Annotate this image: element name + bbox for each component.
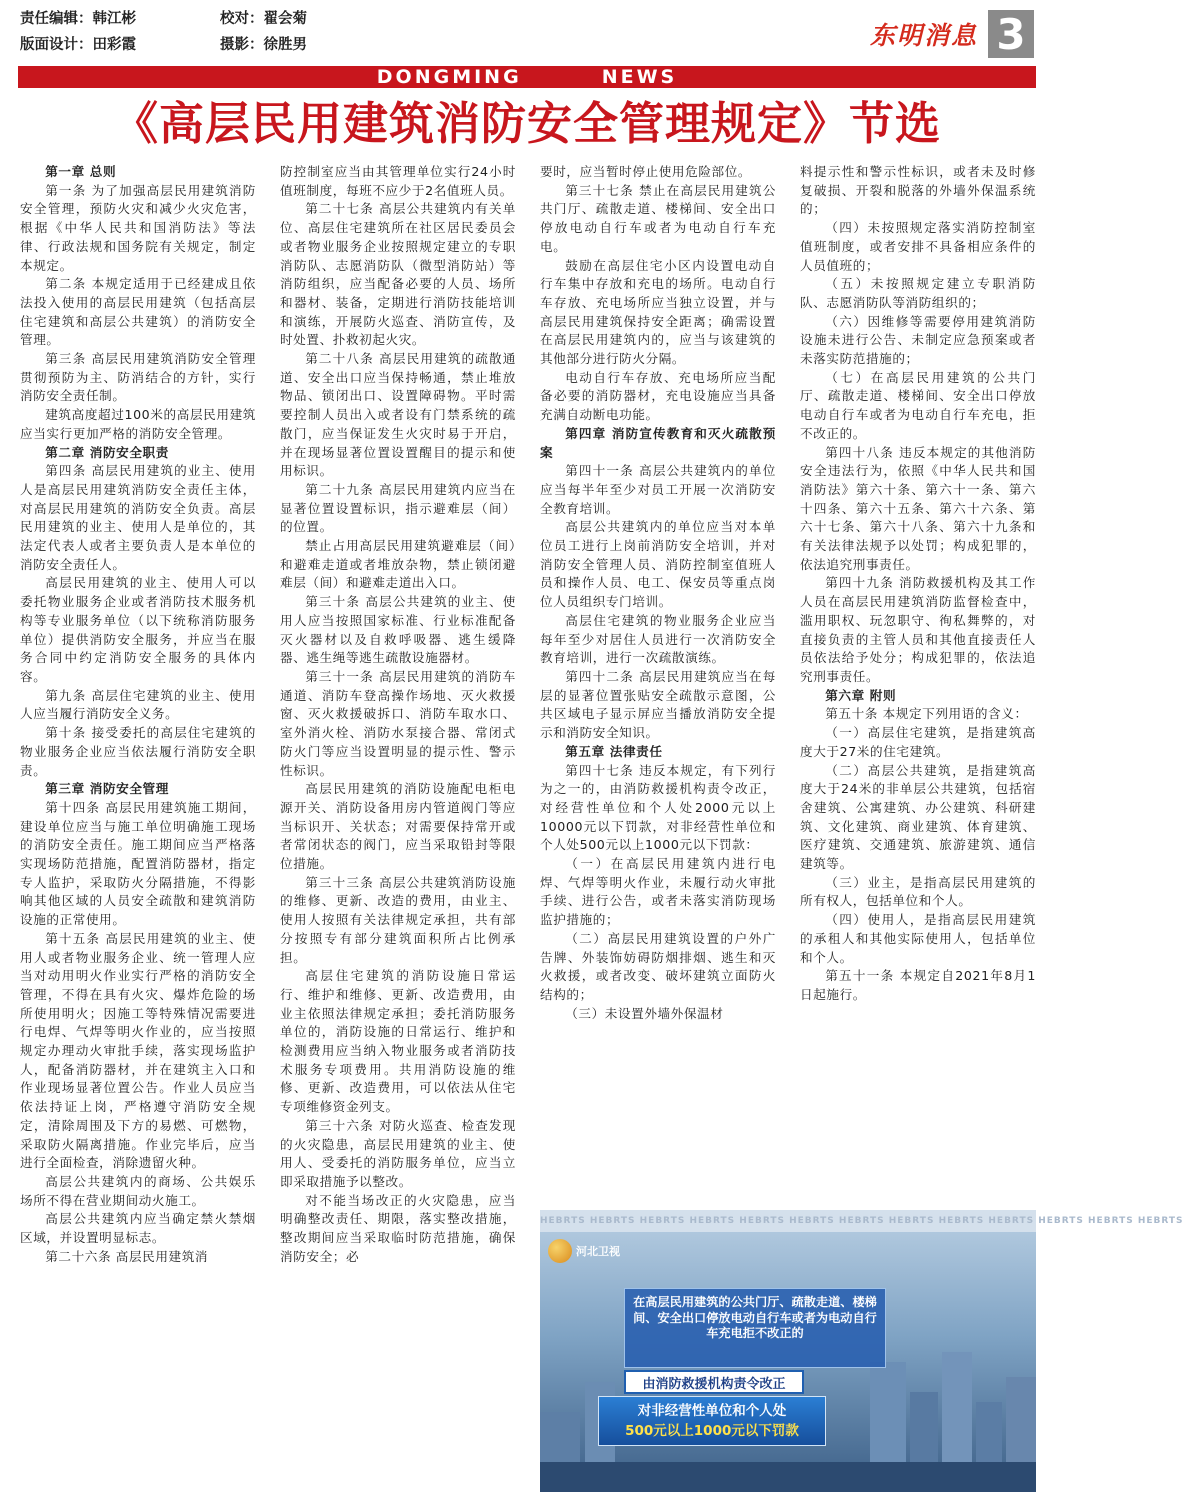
article-paragraph: 料提示性和警示性标识，或者未及时修复破损、开裂和脱落的外墙外保温系统的；: [800, 164, 1036, 217]
article-paragraph: 第十条 接受委托的高层住宅建筑的物业服务企业应当依法履行消防安全职责。: [20, 725, 256, 778]
article-paragraph: 第二十六条 高层民用建筑消: [45, 1248, 209, 1264]
article-paragraph: 对不能当场改正的火灾隐患，应当明确整改责任、期限，落实整改措施，整改期间应当采取临时防范措施，确保消防安全；必: [280, 1192, 516, 1264]
article-paragraph: 第二条 本规定适用于已经建成且依法投入使用的高层民用建筑（包括高层住宅建筑和高层公共建筑）的消防安全管理。: [20, 276, 256, 348]
article-paragraph: 防控制室应当由其管理单位实行24小时值班制度，每班不应少于2名值班人员。: [280, 164, 516, 198]
article-paragraph: 第三十六条 对防火巡查、检查发现的火灾隐患，高层民用建筑的业主、使用人、受委托的消防服务单位，应当立即采取措施予以整改。: [280, 1117, 516, 1189]
article-paragraph: （六）因维修等需要停用建筑消防设施未进行公告、未制定应急预案或者未落实防范措施的；: [800, 313, 1036, 367]
tv-caption-fine-line1: 对非经营性单位和个人处: [637, 1403, 787, 1419]
article-paragraph: 第十四条 高层民用建筑施工期间，建设单位应当与施工单位明确施工现场的消防安全责任。施工期间应当严格落实现场防范措施，配置消防器材，指定专人监护，采取防火分隔措施，不得影响其他区域的人员安全疏散和建筑消防设施的正常使用。: [20, 799, 256, 928]
credits-row-1: [20, 6, 420, 32]
article-paragraph: 第四十二条 高层民用建筑应当在每层的显著位置张贴安全疏散示意图，公共区域电子显示屏应当播放消防安全提示和消防安全知识。: [540, 668, 776, 741]
article-paragraph: （三）未设置外墙外保温材: [565, 1005, 724, 1021]
article-paragraph: 高层公共建筑内的商场、公共娱乐场所不得在营业期间动火施工。: [20, 1173, 256, 1208]
article-paragraph: 第五十条 本规定下列用语的含义：: [825, 706, 1028, 722]
article-paragraph: 第三十一条 高层民用建筑的消防车通道、消防车登高操作场地、灭火救援窗、灭火救援破拆口、消防车取水口、室外消火栓、消防水泵接合器、常闭式防火门等应当设置明显的提示性、警示性标识。: [280, 668, 516, 778]
channel-name: 河北卫视: [576, 1245, 620, 1258]
photographer-credit: 摄影：徐胜男: [220, 37, 307, 53]
article-paragraph: 高层民用建筑的消防设施配电柜电源开关、消防设备用房内管道阀门等应当标识开、关状态；对需要保持常开或者常闭状态的阀门，应当采取铅封等限位措施。: [280, 781, 516, 872]
article-column-1: [20, 163, 256, 1493]
chapter-heading: 第四章 消防宣传教育和灭火疏散预案: [540, 425, 776, 460]
article-paragraph: 第三十条 高层公共建筑的业主、使用人应当按照国家标准、行业标准配备灭火器材以及自救呼吸器、逃生缓降器、逃生绳等逃生疏散设施器材。: [280, 594, 516, 666]
article-paragraph: （三）业主，是指高层民用建筑的所有权人，包括单位和个人。: [800, 874, 1036, 909]
banner-right: NEWS: [601, 66, 678, 88]
credits-block: [20, 6, 420, 58]
tv-caption-fine-line2: 500元以上1000元以下罚款: [625, 1423, 799, 1439]
credits-row-2: [20, 32, 420, 58]
article-paragraph: 第二十九条 高层民用建筑内应当在显著位置设置标识，指示避难层（间）的位置。: [280, 481, 516, 535]
article-paragraph: 电动自行车存放、充电场所应当配备必要的消防器材，充电设施应当具备充满自动断电功能。: [540, 369, 776, 423]
article-paragraph: （四）使用人，是指高层民用建筑的承租人和其他实际使用人，包括单位和个人。: [800, 912, 1036, 965]
article-paragraph: （五）未按照规定建立专职消防队、志愿消防队等消防组织的；: [800, 276, 1036, 310]
article-paragraph: （七）在高层民用建筑的公共门厅、疏散走道、楼梯间、安全出口停放电动自行车或者为电动自行车充电，拒不改正的。: [800, 369, 1036, 441]
article-paragraph: 第四十七条 违反本规定，有下列行为之一的，由消防救援机构责令改正，对经营性单位和个人处2000元以上10000元以下罚款，对非经营性单位和个人处500元以上1000元以下罚款：: [540, 762, 776, 853]
tv-caption-order: 由消防救援机构责令改正: [624, 1370, 804, 1394]
page-title: 《高层民用建筑消防安全管理规定》节选: [112, 97, 941, 150]
article-column-4: [800, 163, 1036, 1203]
article-paragraph: 第三条 高层民用建筑消防安全管理贯彻预防为主、防消结合的方针，实行消防安全责任制。: [20, 351, 256, 404]
article-paragraph: 第五十一条 本规定自2021年8月1日起施行。: [800, 968, 1036, 1002]
article-paragraph: 第三十七条 禁止在高层民用建筑公共门厅、疏散走道、楼梯间、安全出口停放电动自行车或者为电动自行车充电。: [540, 182, 776, 254]
article-paragraph: 禁止占用高层民用建筑避难层（间）和避难走道或者堆放杂物，禁止锁闭避难层（间）和避难走道出入口。: [280, 538, 516, 591]
article-paragraph: 第十五条 高层民用建筑的业主、使用人或者物业服务企业、统一管理人应当对动用明火作业实行严格的消防安全管理，不得在具有火灾、爆炸危险的场所使用明火；因施工等特殊情况需要进行电焊、气焊等明火作业的，应当按照规定办理动火审批手续，落实现场监护人，配备消防器材，并在建筑主入口和作业现场显著位置公告。作业人员应当依法持证上岗，严格遵守消防安全规定，清除周围及下方的易燃、可燃物，采取防火隔离措施。作业完毕后，应当进行全面检查，消除遗留火种。: [20, 930, 256, 1171]
proofreader-credit: 校对：翟会菊: [220, 11, 307, 27]
article-paragraph: （一）高层住宅建筑，是指建筑高度大于27米的住宅建筑。: [800, 725, 1036, 759]
masthead-brand: [870, 10, 1034, 58]
tv-caption-main: 在高层民用建筑的公共门厅、疏散走道、楼梯间、安全出口停放电动自行车或者为电动自行车充电拒不改正的: [624, 1288, 886, 1368]
article-paragraph: 高层住宅建筑的物业服务企业应当每年至少对居住人员进行一次消防安全教育培训，进行一次疏散演练。: [540, 612, 776, 666]
chapter-heading: 第一章 总则: [45, 164, 117, 179]
article-paragraph: 高层民用建筑的业主、使用人可以委托物业服务企业或者消防技术服务机构等专业服务单位（以下统称消防服务单位）提供消防安全服务，并应当在服务合同中约定消防安全服务的具体内容。: [20, 575, 256, 684]
chapter-heading: 第五章 法律责任: [565, 743, 663, 759]
article-paragraph: 第三十三条 高层公共建筑消防设施的维修、更新、改造的费用，由业主、使用人按照有关法律规定承担，共有部分按照专有部分建筑面积所占比例承担。: [280, 874, 516, 965]
article-paragraph: 第九条 高层住宅建筑的业主、使用人应当履行消防安全义务。: [20, 687, 256, 722]
article-paragraph: 第一条 为了加强高层民用建筑消防安全管理，预防火灾和减少火灾危害，根据《中华人民共和国消防法》等法律、行政法规和国务院有关规定，制定本规定。: [20, 182, 256, 273]
banner-left: DONGMING: [376, 66, 522, 88]
article-paragraph: 第四十八条 违反本规定的其他消防安全违法行为，依照《中华人民共和国消防法》第六十条、第六十一条、第六十四条、第六十五条、第六十六条、第六十七条、第六十八条、第六十九条和有关法律法规予以处罚；构成犯罪的，依法追究刑事责任。: [800, 444, 1036, 572]
article-paragraph: 建筑高度超过100米的高层民用建筑应当实行更加严格的消防安全管理。: [20, 407, 256, 441]
channel-logo: [548, 1236, 668, 1266]
brand-name: 东明消息: [869, 21, 978, 50]
article-paragraph: 高层住宅建筑的消防设施日常运行、维护和维修、更新、改造费用，由业主依照法律规定承担；委托消防服务单位的，消防设施的日常运行、维护和检测费用应当纳入物业服务或者消防技术服务专项费用。共用消防设施的维修、更新、改造费用，可以依法从住宅专项维修资金列支。: [280, 968, 516, 1115]
article-paragraph: 第四十一条 高层公共建筑内的单位应当每半年至少对员工开展一次消防安全教育培训。: [540, 463, 776, 516]
article-paragraph: 第四条 高层民用建筑的业主、使用人是高层民用建筑消防安全责任主体，对高层民用建筑的消防安全负责。高层民用建筑的业主、使用人是单位的，其法定代表人或者主要负责人是本单位的消防安全责任人。: [20, 463, 256, 572]
article-paragraph: 鼓励在高层住宅小区内设置电动自行车集中存放和充电的场所。电动自行车存放、充电场所应当独立设置，并与高层民用建筑保持安全距离；确需设置在高层民用建筑内的，应当与该建筑的其他部分进行防火分隔。: [540, 257, 776, 367]
article-paragraph: （一）在高层民用建筑内进行电焊、气焊等明火作业，未履行动火审批手续、进行公告，或者未落实消防现场监护措施的；: [540, 856, 776, 928]
news-photo: [540, 1210, 1184, 1492]
article-paragraph: 要时，应当暂时停止使用危险部位。: [540, 164, 752, 179]
designer-credit: 版面设计：田彩霞: [20, 37, 136, 53]
article-paragraph: （二）高层民用建筑设置的户外广告牌、外装饰妨碍防烟排烟、逃生和灭火救援，或者改变、破坏建筑立面防火结构的；: [540, 930, 776, 1002]
article-column-2: [280, 163, 516, 1493]
editor-credit: 责任编辑：韩江彬: [20, 11, 136, 27]
article-paragraph: （二）高层公共建筑，是指建筑高度大于24米的非单层公共建筑，包括宿舍建筑、公寓建筑、办公建筑、科研建筑、文化建筑、商业建筑、体育建筑、医疗建筑、交通建筑、旅游建筑、通信建筑等。: [800, 762, 1036, 872]
article-paragraph: 第二十七条 高层公共建筑内有关单位、高层住宅建筑所在社区居民委员会或者物业服务企业按照规定建立的专职消防队、志愿消防队（微型消防站）等消防组织，应当配备必要的人员、场所和器材、装备，定期进行消防技能培训和演练，开展防火巡查、消防宣传，及时处置、扑救初起火灾。: [280, 201, 516, 348]
chapter-heading: 第六章 附则: [825, 687, 897, 703]
article-paragraph: 高层公共建筑内的单位应当对本单位员工进行上岗前消防安全培训，并对消防安全管理人员、消防控制室值班人员和操作人员、电工、保安员等重点岗位人员组织专门培训。: [540, 519, 776, 610]
banner-bar: [18, 66, 1036, 88]
channel-logo-icon: [548, 1239, 572, 1263]
article-paragraph: （四）未按照规定落实消防控制室值班制度，或者安排不具备相应条件的人员值班的；: [800, 220, 1036, 273]
chapter-heading: 第二章 消防安全职责: [45, 444, 169, 460]
article-paragraph: 高层公共建筑内应当确定禁火禁烟区域，并设置明显标志。: [20, 1211, 256, 1246]
article-paragraph: 第四十九条 消防救援机构及其工作人员在高层民用建筑消防监督检查中，滥用职权、玩忽职守、徇私舞弊的，对直接负责的主管人员和其他直接责任人员依法给予处分；构成犯罪的，依法追究刑事责任。: [800, 575, 1036, 684]
tv-ticker: HEBRTS HEBRTS HEBRTS HEBRTS HEBRTS HEBRTS HEBRTS HEBRTS HEBRTS HEBRTS HEBRTS HEBRTS HEBRTS: [540, 1210, 1036, 1232]
page-number: 3: [988, 10, 1034, 58]
chapter-heading: 第三章 消防安全管理: [45, 781, 169, 797]
tv-caption-fine: [598, 1396, 826, 1446]
article-paragraph: 第二十八条 高层民用建筑的疏散通道、安全出口应当保持畅通，禁止堆放物品、锁闭出口、设置障碍物。平时需要控制人员出入或者设有门禁系统的疏散门，应当保证发生火灾时易于开启，并在现场显著位置设置醒目的提示和使用标识。: [280, 351, 516, 479]
